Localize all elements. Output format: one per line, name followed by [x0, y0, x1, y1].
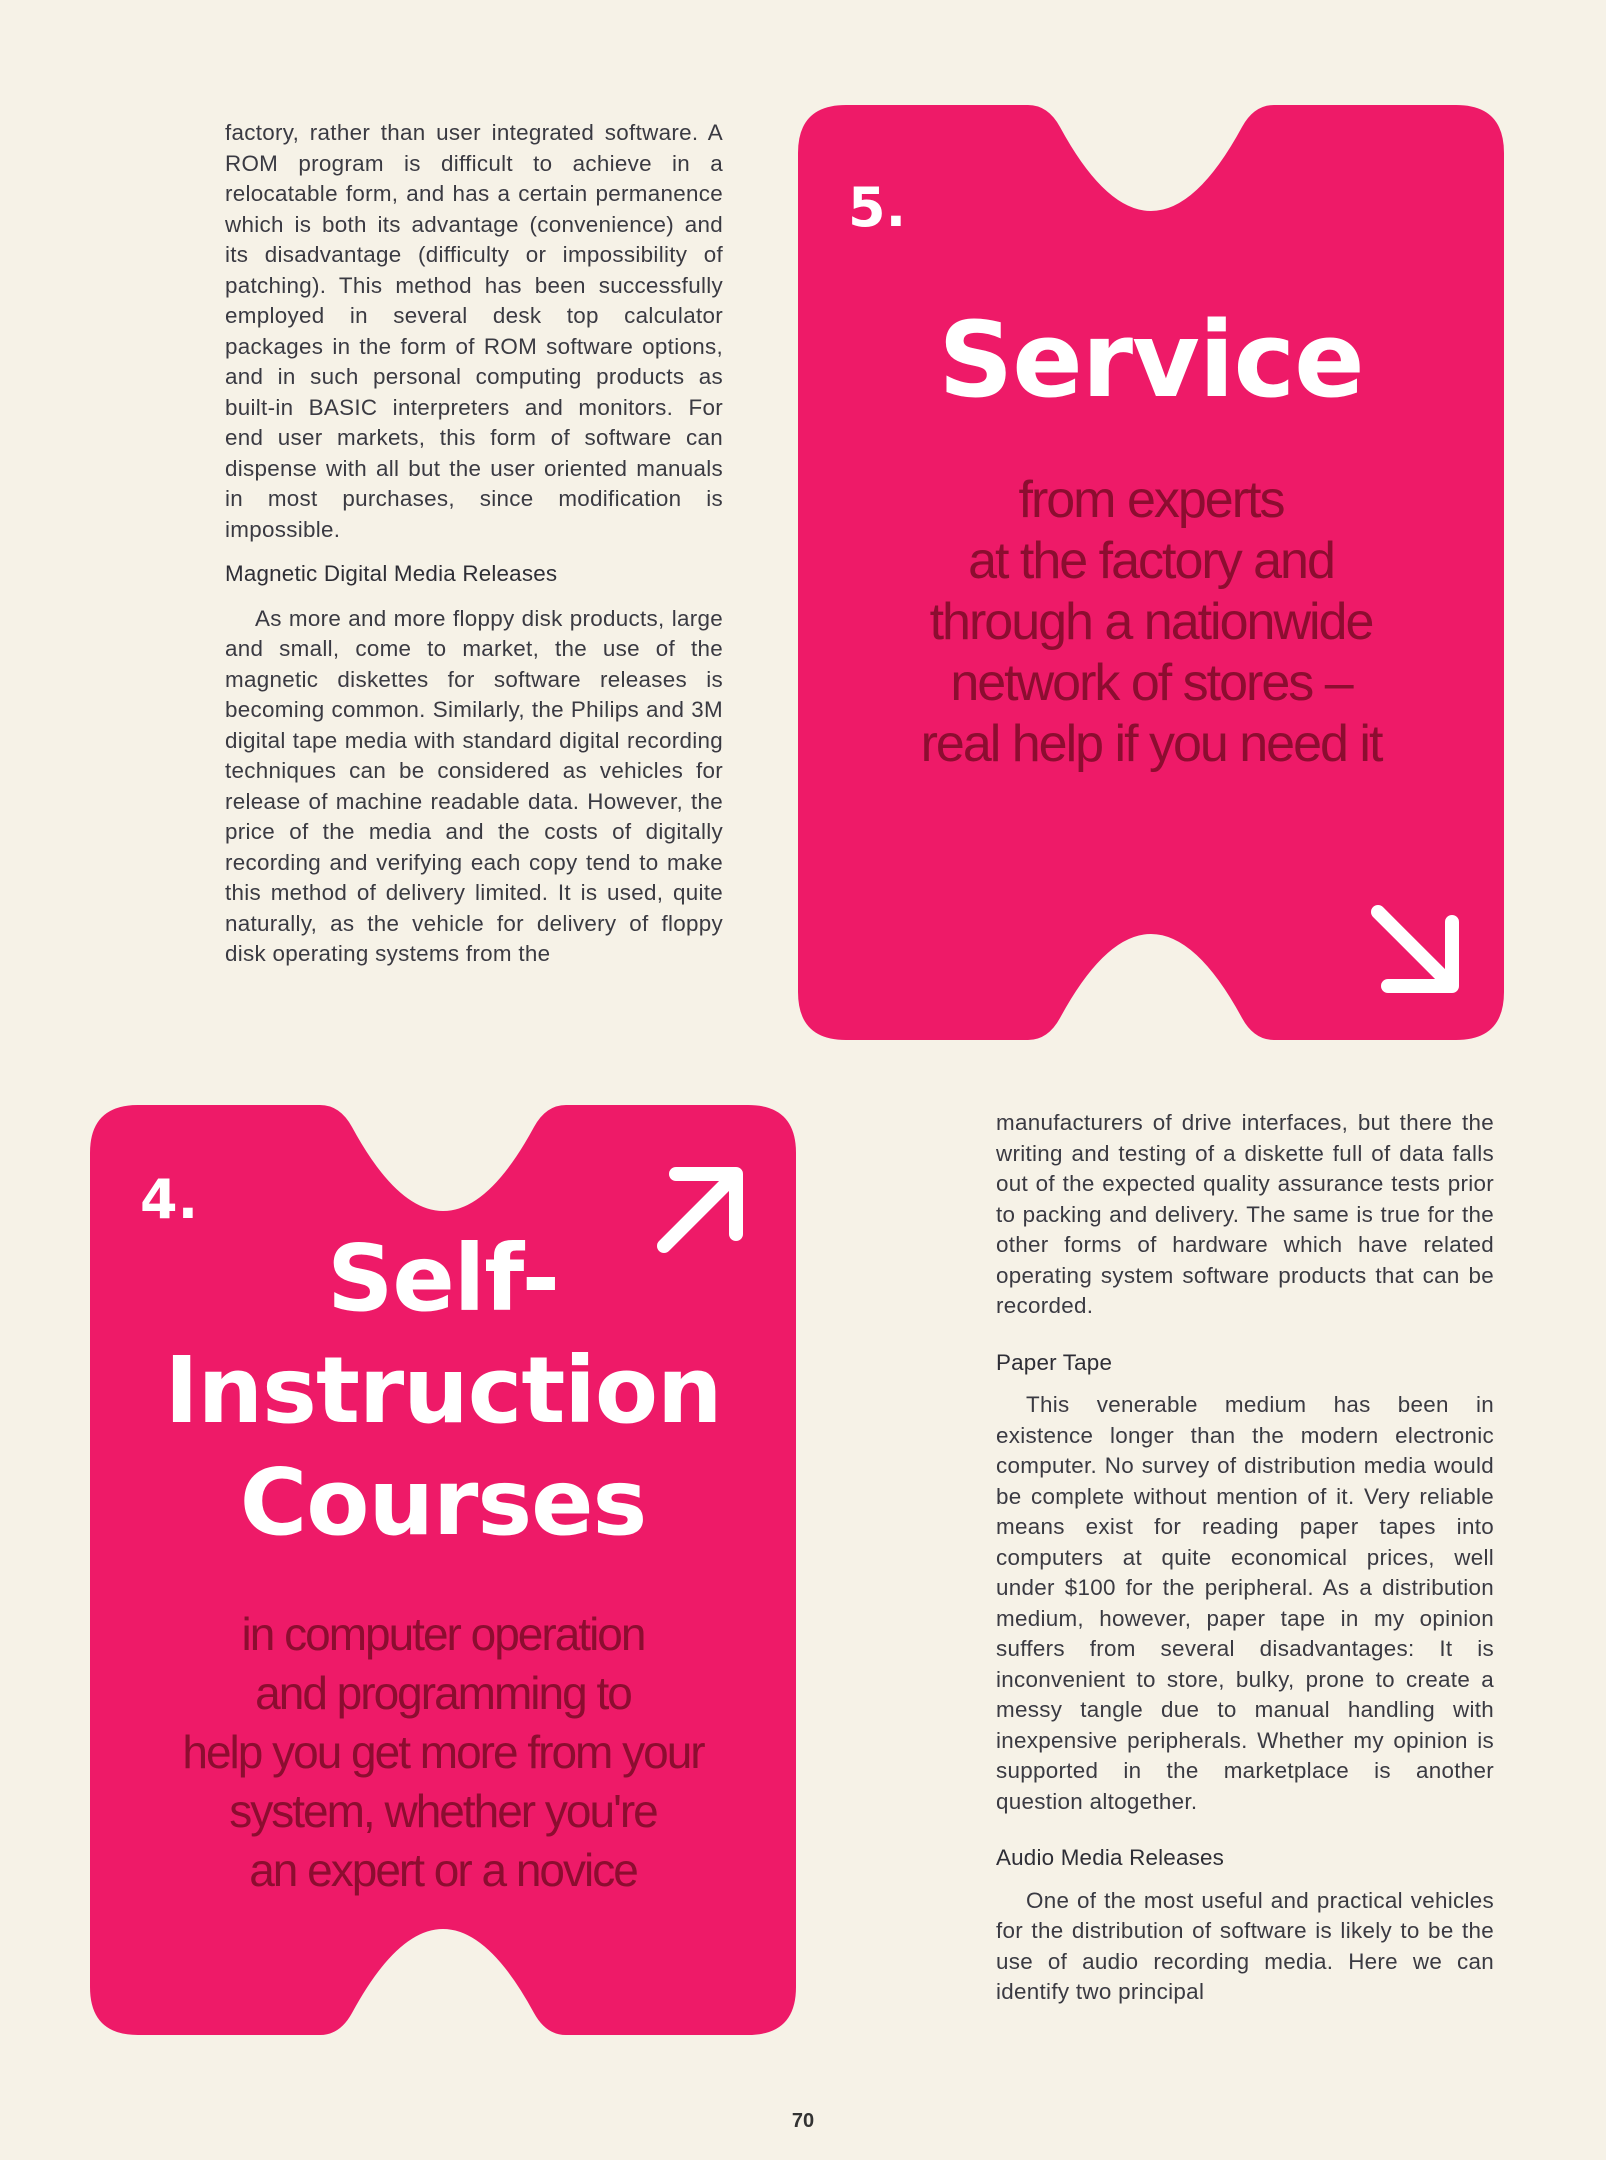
card-service-line-1: from experts	[1018, 471, 1284, 529]
card-service-line-4: network of stores –	[950, 654, 1352, 712]
right-paragraph-1: manufacturers of drive interfaces, but there the writing and testing of a diskette full of data falls out of the expected quality assurance tests prior to packing and delivery. The same is true for the other forms of hardware which have related operating system software products that can be recorded.	[996, 1110, 1494, 1318]
card-self-instruction-title-line-2: Instruction	[164, 1337, 722, 1444]
right-paragraph-3: One of the most useful and practical vehicles for the distribution of software is likely to be the use of audio recording media. Here we can identify two principal	[996, 1887, 1494, 2004]
card-service-number: 5.	[848, 176, 907, 239]
heading-audio-media: Audio Media Releases	[996, 1845, 1225, 1870]
heading-paper-tape: Paper Tape	[996, 1349, 1113, 1375]
card-self-instruction-line-4: system, whether you're	[229, 1785, 657, 1837]
card-self-instruction-title-line-3: Courses	[239, 1449, 647, 1556]
left-column	[225, 118, 723, 970]
card-self-instruction-title	[90, 1223, 796, 1559]
card-service-title: Service	[938, 299, 1364, 421]
card-service	[798, 105, 1504, 1040]
card-self-instruction-number: 4.	[140, 1168, 199, 1231]
card-self-instruction-line-5: an expert or a novice	[249, 1844, 637, 1896]
card-service-line-5: real help if you need it	[920, 715, 1382, 773]
card-service-line-3: through a nationwide	[929, 593, 1373, 651]
page-number: 70	[791, 2110, 815, 2132]
heading-magnetic-digital-media: Magnetic Digital Media Releases	[225, 561, 558, 586]
card-service-line-2: at the factory and	[968, 532, 1334, 590]
right-paragraph-2: This venerable medium has been in existence longer than the modern electronic computer. No survey of distribution media would be complete without mention of it. Very reliable means exist for reading paper tapes into computers at quite economical prices, well under $100 for the peripheral. As a distribution medium, however, paper tape in my opinion suffers from several disadvantages: It is inconvenient to store, bulky, prone to create a messy tangle due to manual handling with inexpensive peripherals. Whether my opinion is supported in the marketplace is another question altogether.	[996, 1392, 1494, 1814]
right-column	[996, 1108, 1494, 2008]
card-self-instruction-line-1: in computer operation	[241, 1608, 645, 1660]
card-self-instruction-line-3: help you get more from your	[182, 1726, 704, 1778]
card-self-instruction-subtext	[90, 1605, 796, 1900]
card-self-instruction	[90, 1105, 796, 2035]
card-self-instruction-title-line-1: Self-	[327, 1225, 559, 1332]
card-service-subtext	[798, 470, 1504, 775]
left-paragraph-1: factory, rather than user integrated software. A ROM program is difficult to achieve in a relocatable form, and has a certain permanence which is both its advantage (convenience) and its disadvantage (difficulty or impossibility of patching). This method has been successfully employed in several desk top calculator packages in the form of ROM software options, and in such personal computing products as built-in BASIC interpreters and monitors. For end user markets, this form of software can dispense with all but the user oriented manuals in most purchases, since modification is impossible.	[225, 120, 723, 542]
arrow-down-right-icon	[1366, 900, 1466, 1000]
left-paragraph-2: As more and more floppy disk products, large and small, come to market, the use of the magnetic diskettes for software releases is becoming common. Similarly, the Philips and 3M digital tape media with standard digital recording techniques can be considered as vehicles for release of machine readable data. However, the price of the media and the costs of digitally recording and verifying each copy tend to make this method of delivery limited. It is used, quite naturally, as the vehicle for delivery of floppy disk operating systems from the	[225, 605, 723, 966]
card-self-instruction-line-2: and programming to	[255, 1667, 631, 1719]
